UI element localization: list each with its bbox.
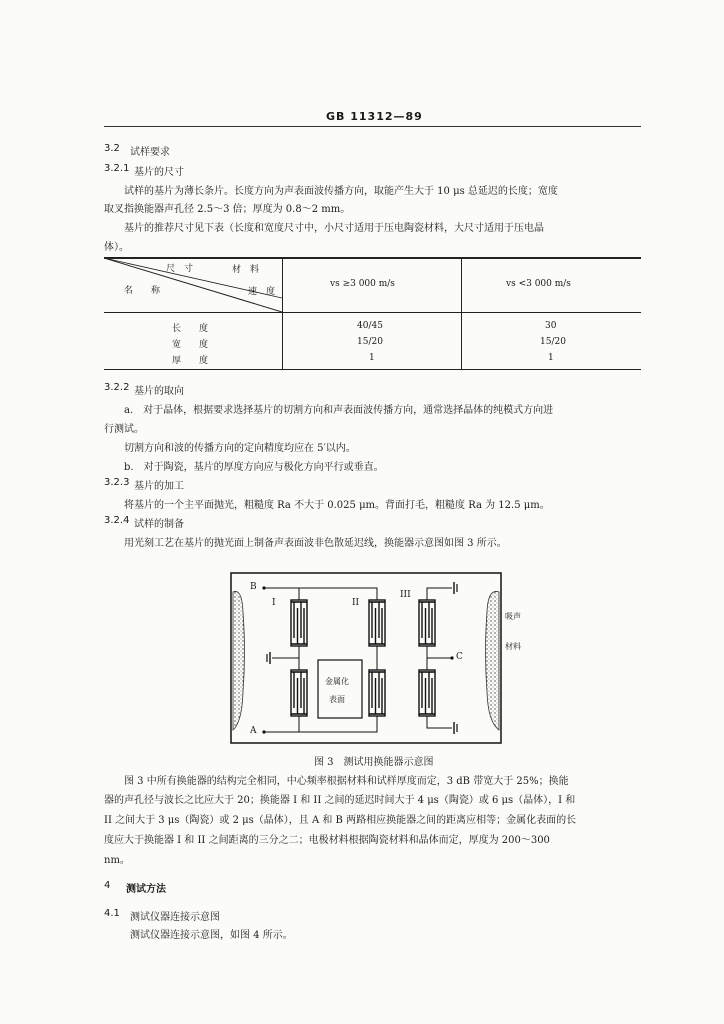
paragraph-line: 测试仪器连接示意图，如图 4 所示。 xyxy=(130,930,293,941)
table-cell: 30 xyxy=(545,321,557,331)
paragraph-line: nm。 xyxy=(104,855,130,866)
paragraph-line: 试样的基片为薄长条片。长度方向为声表面波传播方向，取能产生大于 10 μs 总延迟的长度；宽度 xyxy=(124,186,558,197)
figure-metal-label-2: 表面 xyxy=(329,695,345,704)
section-3-2-4-title: 试样的制备 xyxy=(134,519,184,530)
section-3-2-2-number: 3.2.2 xyxy=(104,382,130,393)
table-col2-header: vs <3 000 m/s xyxy=(506,279,571,289)
absorber-left xyxy=(233,591,245,730)
paragraph-line: a. 对于晶体，根据要求选择基片的切割方向和声表面波传播方向，通常选择晶体的纯模式方向进 xyxy=(124,405,554,416)
figure-metal-label-1: 金属化 xyxy=(325,677,349,686)
table-diag-name: 名 称 xyxy=(124,286,161,296)
figure-label-i: I xyxy=(272,598,276,608)
table-row-name: 宽 度 xyxy=(172,340,209,350)
paragraph-line: 行测试。 xyxy=(104,424,144,435)
section-3-2-2-title: 基片的取向 xyxy=(134,386,184,397)
metallized-surface xyxy=(318,660,362,718)
paragraph-line: b. 对于陶瓷，基片的厚度方向应与极化方向平行或垂直。 xyxy=(124,462,384,473)
section-3-2-number: 3.2 xyxy=(104,143,120,154)
standard-number: GB 11312—89 xyxy=(326,110,423,123)
paragraph-line: 用光刻工艺在基片的抛光面上制备声表面波非色散延迟线，换能器示意图如图 3 所示。 xyxy=(124,538,507,549)
table-col-divider xyxy=(461,257,462,369)
table-col1-header: vs ≥3 000 m/s xyxy=(330,279,395,289)
table-row-name: 长 度 xyxy=(172,324,209,334)
section-3-2-4-number: 3.2.4 xyxy=(104,515,130,526)
paragraph-line: 图 3 中所有换能器的结构完全相同，中心频率根据材料和试样厚度而定，3 dB 带宽大于 25%；换能 xyxy=(124,776,569,787)
section-3-2-title: 试样要求 xyxy=(130,147,170,158)
section-4-1-title: 测试仪器连接示意图 xyxy=(130,912,220,923)
absorber-right xyxy=(486,591,500,730)
figure-absorb-label-1: 吸声 xyxy=(505,612,521,621)
table-cell: 15/20 xyxy=(540,337,566,347)
table-diag-speed: 速 度 xyxy=(248,287,276,297)
table-col-divider xyxy=(282,257,283,369)
figure-label-b: B xyxy=(250,582,257,592)
section-4-number: 4 xyxy=(104,880,111,891)
figure-label-iii: III xyxy=(400,590,411,600)
header-rule xyxy=(104,126,641,127)
table-cell: 1 xyxy=(369,353,375,363)
table-bottom-rule xyxy=(104,369,641,370)
figure-3-caption: 图 3 测试用换能器示意图 xyxy=(314,757,434,768)
paragraph-line: 度应大于换能器 I 和 II 之间距离的三分之二；电极材料根据陶瓷材料和晶体而定，厚度为 200～300 xyxy=(104,835,550,846)
section-3-2-3-title: 基片的加工 xyxy=(134,481,184,492)
figure-label-c: C xyxy=(456,652,463,662)
paragraph-line: 基片的推荐尺寸见下表（长度和宽度尺寸中，小尺寸适用于压电陶瓷材料，大尺寸适用于压电晶 xyxy=(124,223,544,234)
figure-label-a: A xyxy=(250,726,257,736)
figure-absorb-label-2: 材料 xyxy=(505,642,521,651)
table-cell: 15/20 xyxy=(357,337,383,347)
section-4-1-number: 4.1 xyxy=(104,908,120,919)
paragraph-line: II 之间大于 3 μs（陶瓷）或 2 μs（晶体），且 A 和 B 两路相应换能器之间的距离应相等；金属化表面的长 xyxy=(104,815,577,826)
table-cell: 40/45 xyxy=(357,321,383,331)
table-row-name: 厚 度 xyxy=(172,356,209,366)
section-3-2-3-number: 3.2.3 xyxy=(104,477,130,488)
table-diag-dimension: 尺 寸 xyxy=(166,264,194,274)
table-diag-material: 材 料 xyxy=(232,265,260,275)
paragraph-line: 体）。 xyxy=(104,242,129,253)
section-3-2-1-title: 基片的尺寸 xyxy=(134,167,184,178)
section-4-title: 测试方法 xyxy=(126,884,166,895)
table-cell: 1 xyxy=(548,353,554,363)
paragraph-line: 将基片的一个主平面抛光，粗糙度 Ra 不大于 0.025 μm。背面打毛，粗糙度 Ra 为 12.5 μm。 xyxy=(124,500,550,511)
figure-label-ii: II xyxy=(352,598,360,608)
paragraph-line: 取叉指换能器声孔径 2.5～3 倍；厚度为 0.8～2 mm。 xyxy=(104,204,351,215)
paragraph-line: 器的声孔径与波长之比应大于 20；换能器 I 和 II 之间的延迟时间大于 4 μs（陶瓷）或 6 μs（晶体），I 和 xyxy=(104,795,576,806)
section-3-2-1-number: 3.2.1 xyxy=(104,163,130,174)
figure-3 xyxy=(230,572,502,744)
paragraph-line: 切割方向和波的传播方向的定向精度均应在 5′以内。 xyxy=(124,443,356,454)
